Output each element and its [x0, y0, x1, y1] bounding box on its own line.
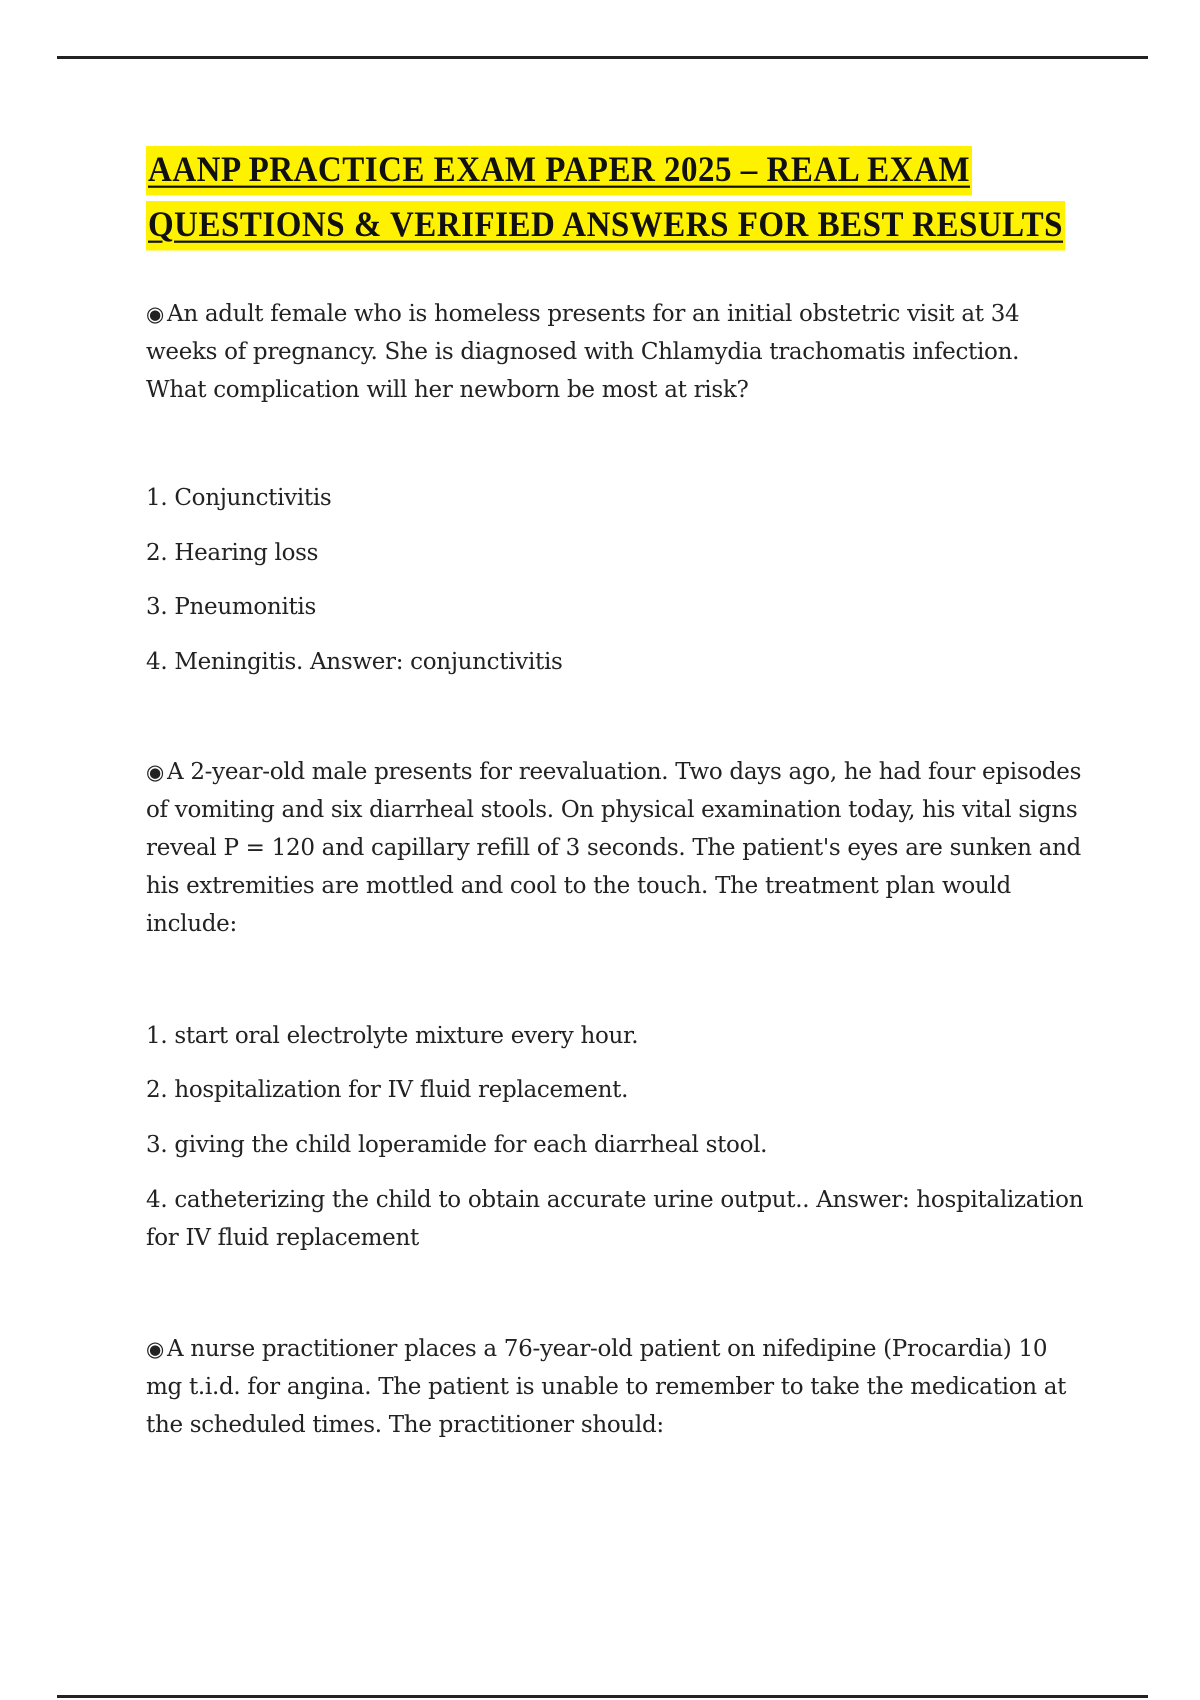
question-text: An adult female who is homeless presents for an initial obstetric visit at 34 weeks of pregnancy. She is diagnosed with Chlamydia trachomatis infection. What complication will her newborn be most at risk? — [146, 301, 1020, 403]
bullet-icon: ◉ — [146, 760, 165, 784]
option: 2. hospitalization for IV fluid replacement. — [146, 1077, 629, 1103]
question-text: A nurse practitioner places a 76-year-old patient on nifedipine (Procardia) 10 mg t.i.d. for angina. The patient is unable to remember to take the medication at the scheduled times. The practitioner should: — [146, 1336, 1067, 1438]
header-rule — [57, 56, 1148, 59]
option: 4. catheterizing the child to obtain accurate urine output.. Answer: hospitalization for IV fluid replacement — [146, 1187, 1084, 1251]
footer-rule — [57, 1695, 1148, 1698]
question-text: A 2-year-old male presents for reevaluation. Two days ago, he had four episodes of vomiting and six diarrheal stools. On physical examination today, his vital signs reveal P = 120 and capillary refill of 3 seconds. The patient's eyes are sunken and his extremities are mottled and cool to the touch. The treatment plan would include: — [146, 759, 1082, 937]
option: 4. Meningitis. Answer: conjunctivitis — [146, 649, 563, 675]
option: 2. Hearing loss — [146, 540, 319, 566]
document-title-line2: QUESTIONS & VERIFIED ANSWERS FOR BEST RESULTS — [146, 201, 1065, 251]
bullet-icon: ◉ — [146, 302, 165, 326]
question-1 — [146, 295, 1086, 409]
option: 3. giving the child loperamide for each diarrheal stool. — [146, 1132, 768, 1158]
option: 1. Conjunctivitis — [146, 485, 332, 511]
option: 1. start oral electrolyte mixture every hour. — [146, 1023, 639, 1049]
option: 3. Pneumonitis — [146, 594, 316, 620]
document-title-line1: AANP PRACTICE EXAM PAPER 2025 – REAL EXAM — [146, 146, 972, 196]
question-3 — [146, 1330, 1086, 1444]
bullet-icon: ◉ — [146, 1337, 165, 1361]
question-2 — [146, 753, 1086, 943]
